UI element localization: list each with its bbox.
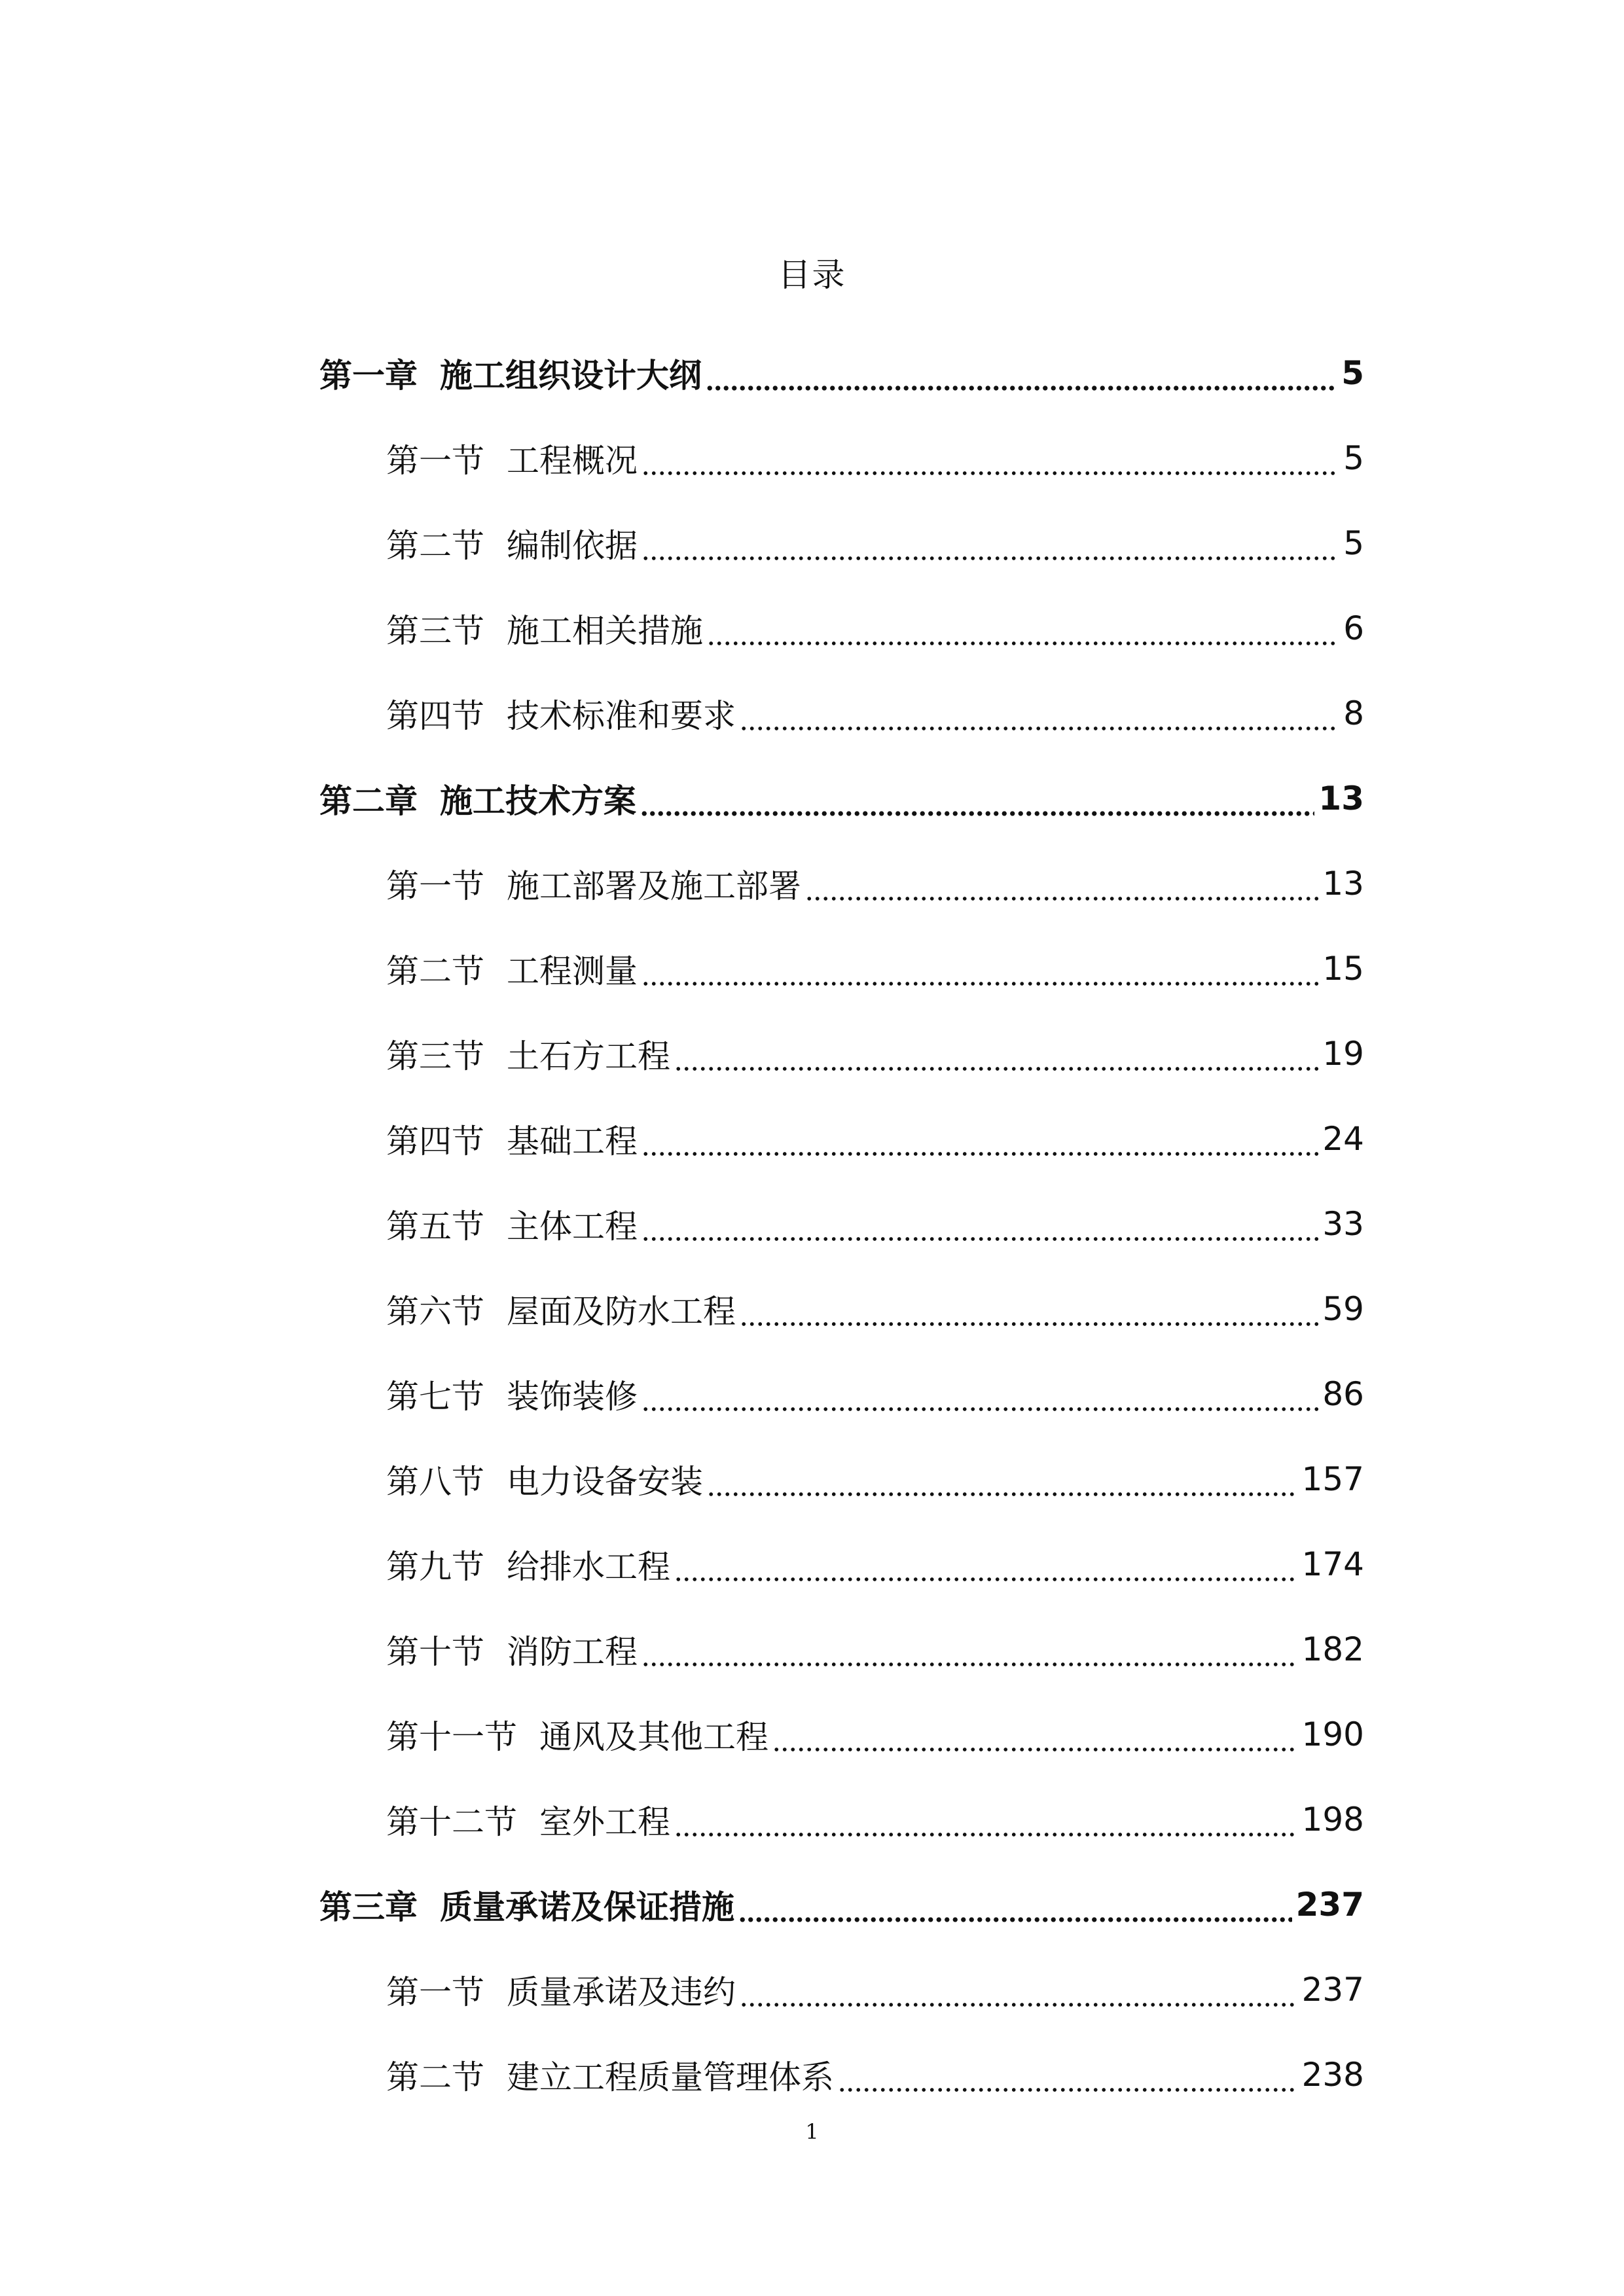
toc-entry-page: 6: [1343, 609, 1364, 647]
dot-leader: [641, 528, 1339, 561]
toc-entry-section[interactable]: [319, 1352, 1364, 1437]
toc-entry-page: 5: [1343, 439, 1364, 477]
toc-entry-number: 第二节: [386, 527, 484, 565]
toc-entry-chapter[interactable]: [319, 331, 1364, 416]
toc-entry-section[interactable]: [319, 1011, 1364, 1096]
toc-entry-title: 消防工程: [507, 1633, 638, 1671]
toc-entry-page: 13: [1322, 865, 1364, 903]
toc-entry-number: 第四节: [386, 697, 484, 735]
toc-entry-title: 土石方工程: [507, 1037, 670, 1075]
toc-entry-section[interactable]: [319, 416, 1364, 501]
toc-entry-number: 第三节: [386, 1037, 484, 1075]
toc-entry-number: 第八节: [386, 1463, 484, 1501]
toc-entry-number: 第九节: [386, 1548, 484, 1586]
toc-entry-page: 8: [1343, 694, 1364, 732]
toc-entry-title: 装饰装修: [507, 1378, 638, 1416]
toc-entry-title: 编制依据: [507, 527, 638, 565]
dot-leader: [641, 1124, 1318, 1157]
dot-leader: [805, 869, 1318, 901]
toc-entry-page: 59: [1322, 1290, 1364, 1328]
toc-entry-section[interactable]: [319, 1777, 1364, 1862]
toc-entry-number: 第一节: [386, 442, 484, 480]
toc-entry-title: 工程测量: [507, 952, 638, 990]
toc-entry-number: 第一章: [319, 357, 418, 395]
toc-entry-title: 通风及其他工程: [539, 1718, 768, 1756]
toc-entry-section[interactable]: [319, 1437, 1364, 1522]
dot-leader: [740, 698, 1339, 731]
toc-entry-page: 237: [1295, 1886, 1364, 1924]
toc-entry-title: 技术标准和要求: [507, 697, 736, 735]
toc-entry-section[interactable]: [319, 1181, 1364, 1266]
toc-entry-number: 第二节: [386, 2058, 484, 2096]
toc-entry-title: 施工技术方案: [440, 782, 636, 820]
toc-entry-title: 屋面及防水工程: [507, 1293, 736, 1331]
toc-entry-title: 施工部署及施工部署: [507, 867, 801, 905]
toc-entry-section[interactable]: [319, 1096, 1364, 1181]
toc-entry-section[interactable]: [319, 2032, 1364, 2117]
toc-entry-page: 198: [1301, 1801, 1364, 1839]
toc-entry-section[interactable]: [319, 1522, 1364, 1607]
toc-entry-page: 174: [1301, 1545, 1364, 1583]
dot-leader: [641, 1209, 1318, 1242]
toc-entry-page: 190: [1301, 1715, 1364, 1753]
dot-leader: [641, 954, 1318, 986]
toc-entry-page: 5: [1341, 354, 1364, 392]
toc-entry-title: 质量承诺及违约: [507, 1973, 736, 2011]
toc-entry-number: 第十二节: [386, 1803, 517, 1841]
toc-entry-section[interactable]: [319, 501, 1364, 586]
toc-entry-chapter[interactable]: [319, 1862, 1364, 1947]
toc-entry-page: 237: [1301, 1971, 1364, 2009]
toc-entry-title: 质量承诺及保证措施: [440, 1888, 734, 1926]
toc-entry-section[interactable]: [319, 671, 1364, 756]
dot-leader: [640, 783, 1314, 816]
toc-entry-section[interactable]: [319, 1692, 1364, 1777]
dot-leader: [838, 2060, 1298, 2092]
toc-entry-page: 157: [1301, 1460, 1364, 1498]
toc-entry-title: 基础工程: [507, 1122, 638, 1160]
toc-entry-section[interactable]: [319, 926, 1364, 1011]
toc-entry-title: 施工组织设计大纲: [440, 357, 702, 395]
toc-entry-title: 工程概况: [507, 442, 638, 480]
toc-entry-page: 5: [1343, 524, 1364, 562]
toc-entry-number: 第七节: [386, 1378, 484, 1416]
toc-title: 目录: [778, 256, 846, 294]
toc-entry-title: 给排水工程: [507, 1548, 670, 1586]
table-of-contents: [319, 331, 1364, 2117]
dot-leader: [641, 1379, 1318, 1412]
toc-entry-number: 第十节: [386, 1633, 484, 1671]
dot-leader: [674, 1549, 1298, 1582]
toc-entry-number: 第二章: [319, 782, 418, 820]
toc-entry-number: 第三节: [386, 612, 484, 650]
dot-leader: [674, 1039, 1318, 1071]
toc-entry-section[interactable]: [319, 1266, 1364, 1352]
toc-entry-page: 24: [1322, 1120, 1364, 1158]
toc-entry-number: 第一节: [386, 1973, 484, 2011]
toc-entry-number: 第一节: [386, 867, 484, 905]
toc-entry-title: 室外工程: [539, 1803, 670, 1841]
page-number: 1: [805, 2119, 819, 2144]
toc-entry-title: 施工相关措施: [507, 612, 703, 650]
dot-leader: [707, 613, 1339, 646]
toc-entry-number: 第四节: [386, 1122, 484, 1160]
toc-entry-chapter[interactable]: [319, 756, 1364, 841]
toc-entry-number: 第三章: [319, 1888, 418, 1926]
toc-entry-section[interactable]: [319, 1607, 1364, 1692]
dot-leader: [674, 1804, 1298, 1837]
toc-entry-page: 13: [1318, 780, 1364, 817]
toc-entry-section[interactable]: [319, 841, 1364, 926]
toc-entry-number: 第十一节: [386, 1718, 517, 1756]
dot-leader: [641, 1634, 1298, 1667]
toc-entry-title: 建立工程质量管理体系: [507, 2058, 834, 2096]
dot-leader: [738, 1890, 1292, 1922]
dot-leader: [707, 1464, 1298, 1497]
toc-entry-section[interactable]: [319, 586, 1364, 671]
toc-entry-section[interactable]: [319, 1947, 1364, 2032]
dot-leader: [772, 1719, 1298, 1752]
toc-entry-page: 15: [1322, 950, 1364, 988]
toc-entry-number: 第六节: [386, 1293, 484, 1331]
toc-entry-number: 第二节: [386, 952, 484, 990]
toc-entry-page: 33: [1322, 1205, 1364, 1243]
toc-entry-page: 238: [1301, 2056, 1364, 2094]
dot-leader: [641, 443, 1339, 476]
toc-entry-title: 主体工程: [507, 1208, 638, 1246]
dot-leader: [740, 1294, 1318, 1327]
toc-entry-page: 19: [1322, 1035, 1364, 1073]
toc-entry-title: 电力设备安装: [507, 1463, 703, 1501]
dot-leader: [740, 1975, 1298, 2007]
toc-entry-page: 86: [1322, 1375, 1364, 1413]
dot-leader: [706, 358, 1337, 391]
toc-entry-number: 第五节: [386, 1208, 484, 1246]
toc-entry-page: 182: [1301, 1630, 1364, 1668]
